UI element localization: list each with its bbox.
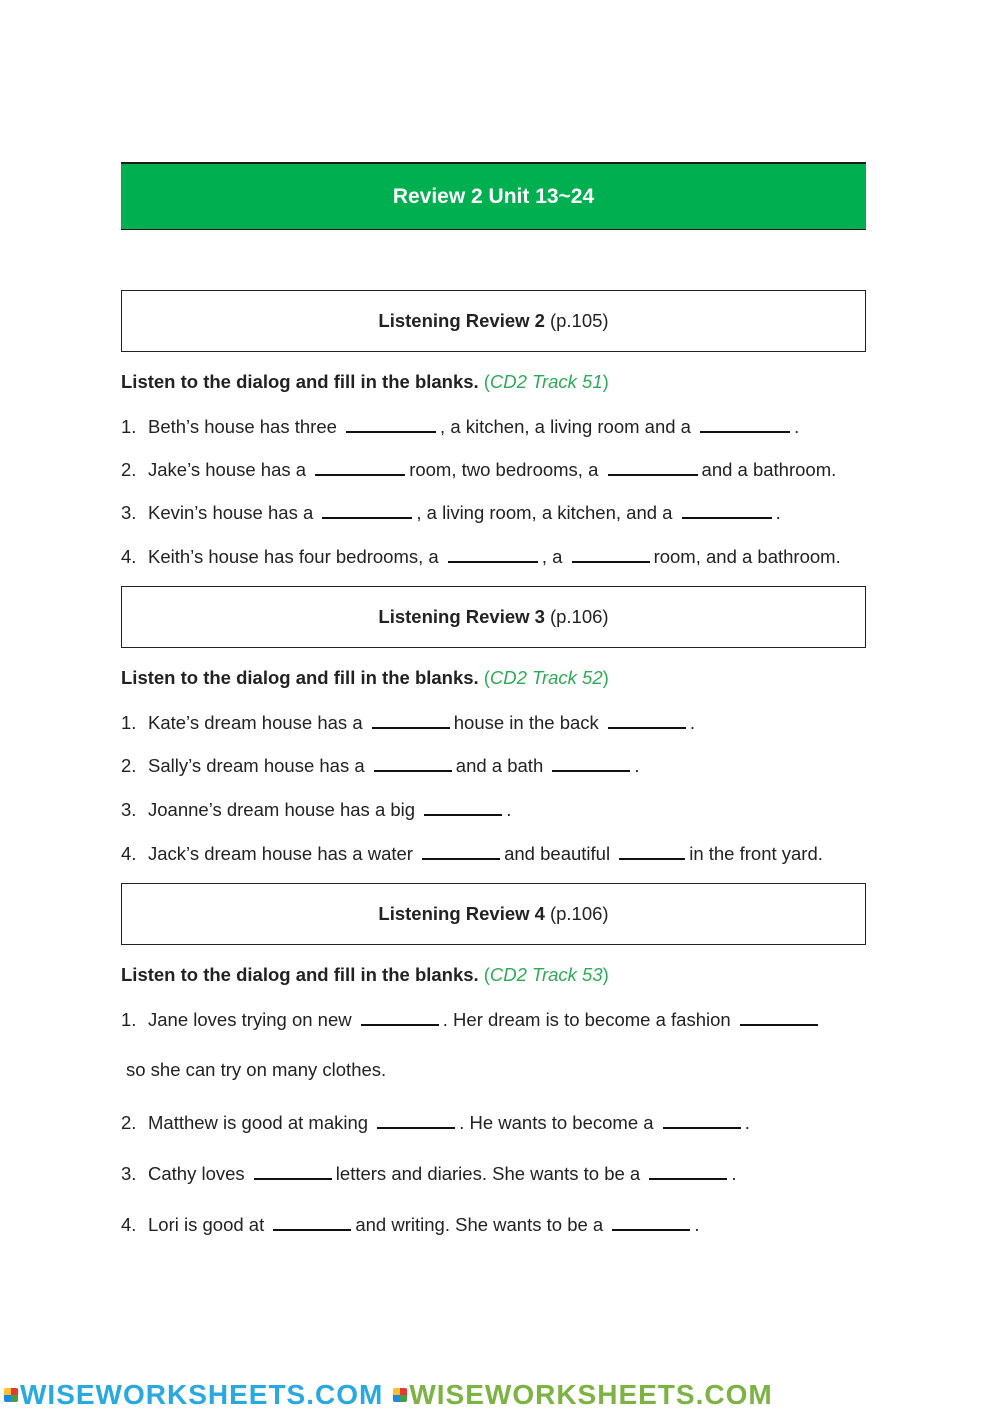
question-text: Beth’s house has three	[148, 416, 337, 437]
question-text: room, two bedrooms, a	[409, 459, 599, 480]
instruction-text: Listen to the dialog and fill in the blanks.	[121, 964, 479, 985]
question-text: Jake’s house has a	[148, 459, 307, 480]
section-heading-box	[121, 290, 866, 352]
question-item	[121, 415, 799, 438]
question-text: .	[694, 1214, 700, 1235]
question-text: Jack’s dream house has a water	[148, 843, 413, 864]
footer-watermark	[0, 1380, 1000, 1410]
question-item	[121, 458, 836, 481]
question-text: Keith’s house has four bedrooms, a	[148, 546, 439, 567]
question-text: letters and diaries. She wants to be a	[335, 1163, 641, 1184]
question-item	[121, 1213, 700, 1236]
answer-blank[interactable]	[740, 1008, 818, 1026]
question-number: 2.	[121, 1112, 137, 1133]
logo-icon	[4, 1388, 18, 1402]
section-page: (p.106)	[549, 606, 609, 627]
track-label: CD2 Track 51	[489, 371, 603, 392]
question-text: Matthew is good at making	[148, 1112, 369, 1133]
answer-blank[interactable]	[424, 798, 502, 816]
question-number: 4.	[121, 1214, 137, 1235]
question-text: , a	[541, 546, 563, 567]
answer-blank[interactable]	[572, 545, 650, 563]
section-page: (p.106)	[549, 903, 609, 924]
question-text: Lori is good at	[148, 1214, 265, 1235]
page-banner	[121, 162, 866, 230]
wiseworksheets-logo	[389, 1379, 772, 1411]
question-item	[121, 1162, 736, 1185]
question-number: 4.	[121, 843, 137, 864]
question-item	[121, 1008, 822, 1031]
question-number: 3.	[121, 1163, 137, 1184]
question-text: .	[634, 755, 640, 776]
question-text: and beautiful	[504, 843, 611, 864]
answer-blank[interactable]	[649, 1162, 727, 1180]
section-heading: Listening Review 4	[378, 903, 545, 924]
answer-blank[interactable]	[322, 501, 412, 519]
instruction: Listen to the dialog and fill in the blanks. (CD2 Track 51)	[121, 371, 609, 392]
question-item	[121, 711, 695, 734]
question-text: , a living room, a kitchen, and a	[416, 502, 673, 523]
question-item	[121, 754, 640, 777]
question-text: Cathy loves	[148, 1163, 245, 1184]
question-text: in the front yard.	[689, 843, 823, 864]
question-text: and a bathroom.	[701, 459, 837, 480]
question-text: Kevin’s house has a	[148, 502, 314, 523]
question-number: 3.	[121, 799, 137, 820]
question-continuation: so she can try on many clothes.	[126, 1059, 387, 1080]
question-item	[121, 798, 511, 821]
wiseworksheets-logo	[0, 1379, 383, 1411]
banner-title: Review 2 Unit 13~24	[392, 184, 595, 208]
instruction: Listen to the dialog and fill in the blanks. (CD2 Track 52)	[121, 667, 609, 688]
answer-blank[interactable]	[612, 1213, 690, 1231]
question-number: 1.	[121, 712, 137, 733]
question-text: .	[794, 416, 800, 437]
section-heading: Listening Review 2	[378, 310, 545, 331]
question-text: Joanne’s dream house has a big	[148, 799, 416, 820]
question-text: and a bath	[455, 755, 544, 776]
instruction-text: Listen to the dialog and fill in the blanks.	[121, 371, 479, 392]
question-text: Jane loves trying on new	[148, 1009, 352, 1030]
question-item	[121, 545, 841, 568]
answer-blank[interactable]	[619, 842, 685, 860]
answer-blank[interactable]	[374, 754, 452, 772]
question-text: Kate’s dream house has a	[148, 712, 363, 733]
section-page: (p.105)	[549, 310, 609, 331]
section-heading-box	[121, 883, 866, 945]
answer-blank[interactable]	[608, 458, 698, 476]
question-text: .	[506, 799, 512, 820]
answer-blank[interactable]	[372, 711, 450, 729]
question-text: Sally’s dream house has a	[148, 755, 365, 776]
question-text: . He wants to become a	[459, 1112, 654, 1133]
answer-blank[interactable]	[422, 842, 500, 860]
question-number: 1.	[121, 1009, 137, 1030]
question-text: room, and a bathroom.	[653, 546, 841, 567]
section-heading-box	[121, 586, 866, 648]
track-label: CD2 Track 52	[489, 667, 603, 688]
answer-blank[interactable]	[315, 458, 405, 476]
answer-blank[interactable]	[273, 1213, 351, 1231]
question-text: .	[775, 502, 781, 523]
question-item	[121, 501, 781, 524]
question-text: and writing. She wants to be a	[355, 1214, 604, 1235]
question-text: , a kitchen, a living room and a	[440, 416, 691, 437]
question-number: 4.	[121, 546, 137, 567]
answer-blank[interactable]	[552, 754, 630, 772]
footer-text: WISEWORKSHEETS.COM	[20, 1379, 384, 1410]
answer-blank[interactable]	[682, 501, 772, 519]
answer-blank[interactable]	[700, 415, 790, 433]
question-text: .	[731, 1163, 737, 1184]
section-heading: Listening Review 3	[378, 606, 545, 627]
question-item	[121, 842, 823, 865]
answer-blank[interactable]	[377, 1111, 455, 1129]
track-label: CD2 Track 53	[489, 964, 603, 985]
instruction: Listen to the dialog and fill in the blanks. (CD2 Track 53)	[121, 964, 609, 985]
footer-text: WISEWORKSHEETS.COM	[409, 1379, 773, 1410]
question-number: 2.	[121, 755, 137, 776]
question-text: .	[689, 712, 696, 733]
answer-blank[interactable]	[254, 1162, 332, 1180]
question-item	[121, 1111, 750, 1134]
answer-blank[interactable]	[608, 711, 686, 729]
question-text: .	[744, 1112, 750, 1133]
question-number: 1.	[121, 416, 137, 437]
instruction-text: Listen to the dialog and fill in the blanks.	[121, 667, 479, 688]
question-text: . Her dream is to become a fashion	[442, 1009, 731, 1030]
answer-blank[interactable]	[448, 545, 538, 563]
question-number: 3.	[121, 502, 137, 523]
logo-icon	[393, 1388, 407, 1402]
answer-blank[interactable]	[346, 415, 436, 433]
answer-blank[interactable]	[663, 1111, 741, 1129]
question-number: 2.	[121, 459, 137, 480]
question-text: house in the back	[453, 712, 599, 733]
answer-blank[interactable]	[361, 1008, 439, 1026]
